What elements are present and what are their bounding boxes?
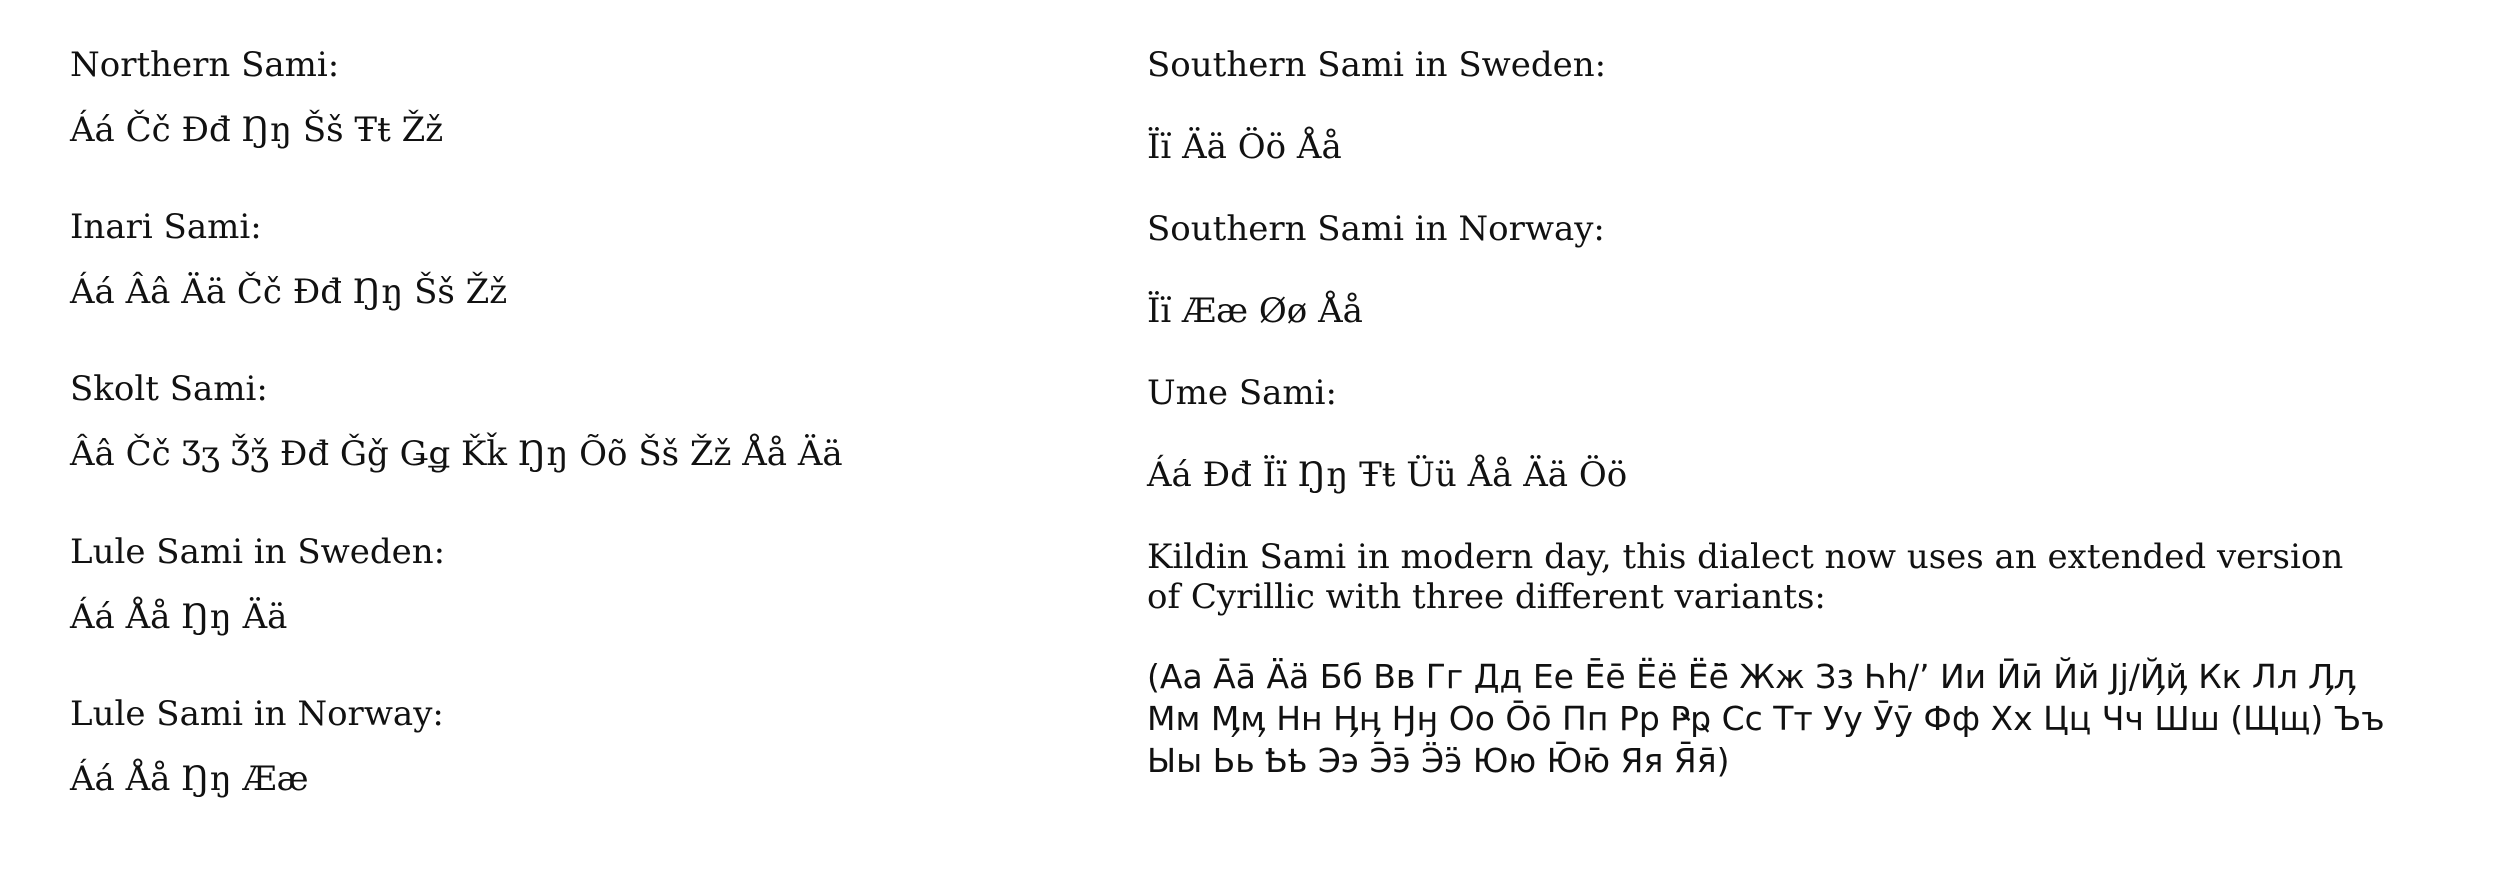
kildin-sami-letters: (Аа Āā Ӓӓ Бб Вв Гг Дд Ее Ēē Ёё Ё̄ё̄ Жж Зз Һһ/ʼ Ии Ӣӣ Йй Јј/Ҋҋ Кк Лл Ӆӆ Мм Ӎӎ Нн Ӊӊ Ӈӈ Оо Ōō Пп Рр Ҏҏ Сс Тт Уу Ӯӯ Фф Хх Цц Чч Шш (Щщ) Ъъ Ыы Ьь Ҍҍ Ээ Э̄э̄ Ӭӭ Юю Ю̄ю̄ Яя Я̄я̄) — [1147, 657, 2385, 780]
ume-sami-heading: Ume Sami: — [1147, 373, 1337, 413]
inari-sami-letters: Áá Ââ Ää Čč Đđ Ŋŋ Šš Žž — [70, 272, 508, 312]
ume-sami-letters: Áá Đđ Ïï Ŋŋ Ŧŧ Üü Åå Ää Öö — [1147, 455, 1628, 495]
lule-sami-sweden-heading: Lule Sami in Sweden: — [70, 532, 446, 572]
skolt-sami-heading: Skolt Sami: — [70, 369, 268, 409]
skolt-sami-letters: Ââ Čč Ʒʒ Ǯǯ Đđ Ǧǧ Ǥǥ Ǩǩ Ŋŋ Õõ Šš Žž Åå Ää — [70, 434, 843, 474]
northern-sami-heading: Northern Sami: — [70, 45, 340, 85]
southern-sami-sweden-letters: Ïï Ää Öö Åå — [1147, 127, 1342, 167]
lule-sami-norway-letters: Áá Åå Ŋŋ Ææ — [70, 759, 309, 799]
northern-sami-letters: Áá Čč Đđ Ŋŋ Šš Ŧŧ Žž — [70, 110, 444, 150]
lule-sami-norway-heading: Lule Sami in Norway: — [70, 694, 444, 734]
southern-sami-sweden-heading: Southern Sami in Sweden: — [1147, 45, 1607, 85]
inari-sami-heading: Inari Sami: — [70, 207, 262, 247]
southern-sami-norway-heading: Southern Sami in Norway: — [1147, 209, 1605, 249]
lule-sami-sweden-letters: Áá Åå Ŋŋ Ää — [70, 597, 288, 637]
southern-sami-norway-letters: Ïï Ææ Øø Åå — [1147, 291, 1363, 331]
kildin-sami-heading: Kildin Sami in modern day, this dialect now uses an extended version of Cyrillic with three different variants: — [1147, 537, 2344, 617]
